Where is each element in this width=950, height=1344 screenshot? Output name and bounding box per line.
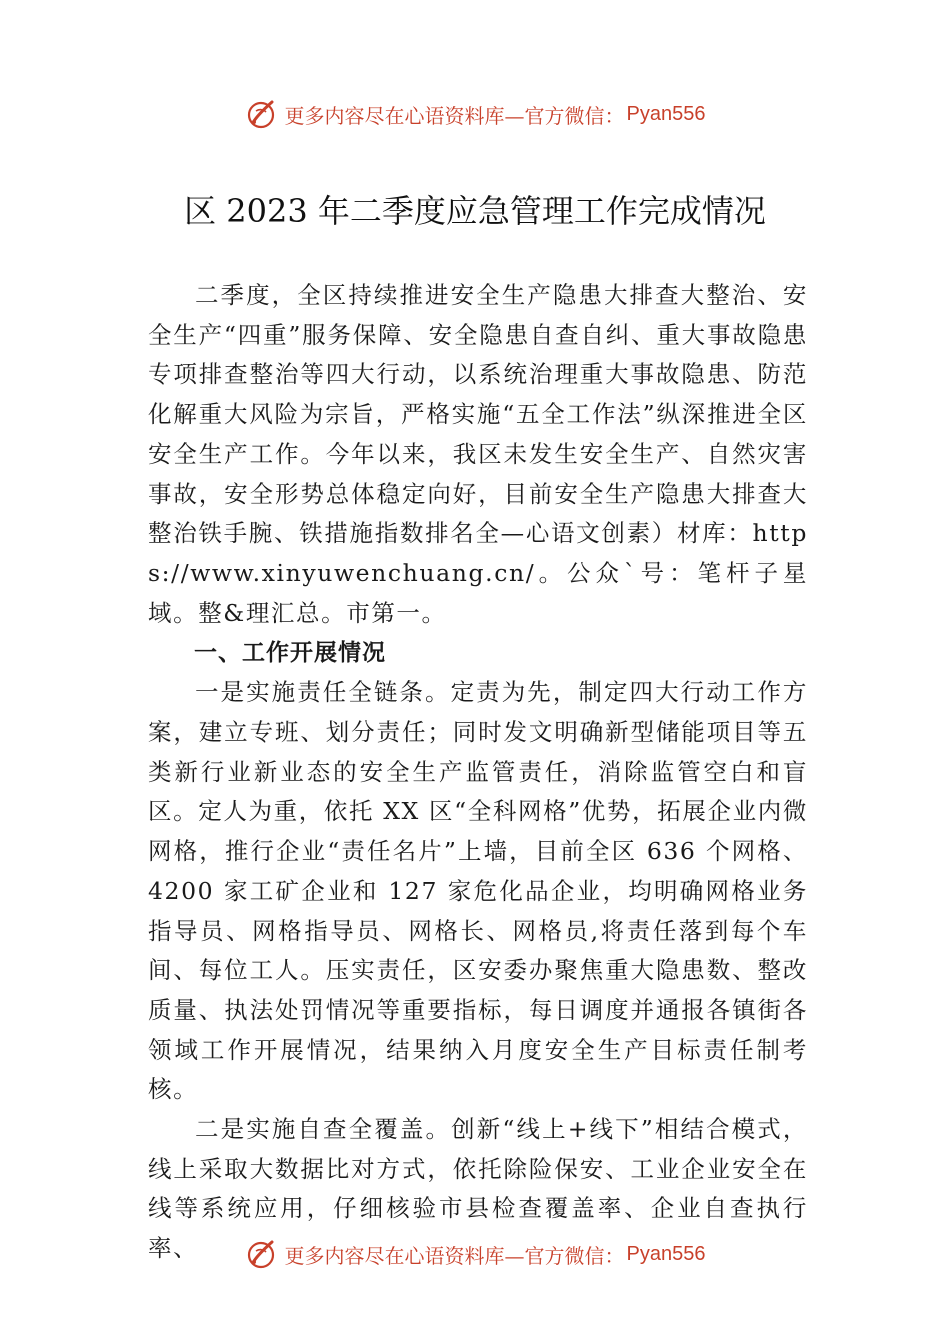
document-title: 区 2023 年二季度应急管理工作完成情况	[184, 192, 766, 230]
banner-text: 更多内容尽在心语资料库—官方微信：	[284, 1243, 625, 1268]
section-heading: 一、工作开展情况	[194, 640, 386, 667]
watermark-banner-top	[0, 92, 950, 136]
banner-handle: Pyan556	[626, 1242, 706, 1265]
brush-logo-icon	[245, 97, 279, 131]
body-paragraph: 二是实施自查全覆盖。创新“线上+线下”相结合模式，线上采取大数据比对方式，依托除险保安、工业企业安全在线等系统应用，仔细核验市县检查覆盖率、企业自查执行率、	[148, 1115, 808, 1263]
body-paragraph: 一是实施责任全链条。定责为先，制定四大行动工作方案，建立专班、划分责任；同时发文明确新型储能项目等五类新行业新业态的安全生产监管责任，消除监管空白和盲区。定人为重，依托 XX 区“全科网格”优势，拓展企业内微网格，推行企业“责任名片”上墙，目前全区 636 个网格、4200 家工矿企业和 127 家危化品企业，均明确网格业务指导员、网格指导员、网格长、网格员,将责任落到每个车间、每位工人。压实责任，区安委办聚焦重大隐患数、整改质量、执法处罚情况等重要指标，每日调度并通报各镇街各领域工作开展情况，结果纳入月度安全生产目标责任制考核。	[148, 678, 808, 1104]
banner-handle: Pyan556	[626, 102, 706, 125]
watermark-banner-bottom	[0, 1232, 950, 1276]
banner-text: 更多内容尽在心语资料库—官方微信：	[284, 103, 625, 128]
document-body	[148, 276, 808, 1269]
intro-paragraph: 二季度，全区持续推进安全生产隐患大排查大整治、安全生产“四重”服务保障、安全隐患自查自纠、重大事故隐患专项排查整治等四大行动，以系统治理重大事故隐患、防范化解重大风险为宗旨，严格实施“五全工作法”纵深推进全区安全生产工作。今年以来，我区未发生安全生产、自然灾害事故，安全形势总体稳定向好，目前安全生产隐患大排查大整治铁手腕、铁措施指数排名全—心语文创素）材库：https://www.xinyuwenchuang.cn/。公众`号：笔杆子星域。整&理汇总。市第一。	[148, 281, 808, 627]
brush-logo-icon	[245, 1237, 279, 1271]
